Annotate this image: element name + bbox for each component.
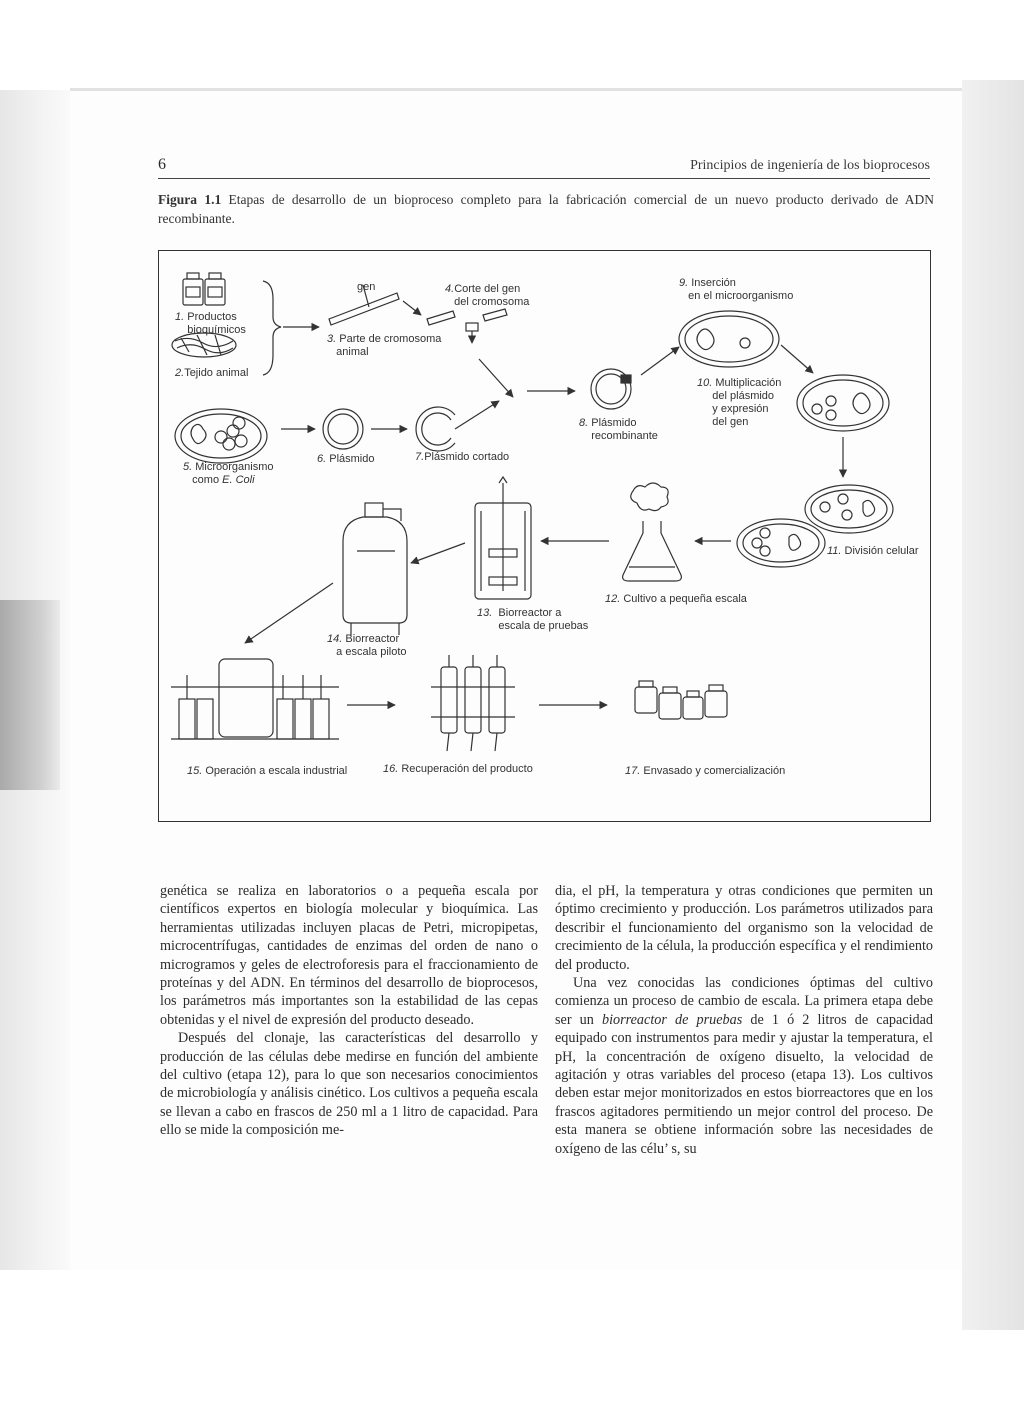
- plasmid-icon: [323, 409, 363, 449]
- body-column-left: [160, 882, 538, 1140]
- page-number: 6: [158, 156, 166, 173]
- scan-shadow-right: [962, 80, 1024, 1330]
- label-step-10: 10. Multiplicación del plásmido y expresión del gen: [697, 377, 782, 428]
- label-step-16: 16. Recuperación del producto: [383, 763, 533, 775]
- biochemical-bottles-icon: [183, 273, 225, 305]
- label-step-2: 2.Tejido animal: [175, 367, 249, 379]
- label-step-9: 9. Inserción en el microorganismo: [679, 277, 794, 302]
- label-step-4: 4.Corte del gen del cromosoma: [445, 283, 530, 308]
- test-bioreactor-icon: [475, 477, 531, 599]
- shake-flask-icon: [623, 483, 682, 581]
- industrial-plant-icon: [171, 659, 339, 739]
- label-step-5: 5. Microorganismo como E. Coli: [183, 461, 274, 486]
- microorganism-cell-icon: [175, 409, 267, 463]
- label-step-8: 8. Plásmido recombinante: [579, 417, 658, 442]
- label-step-14: 14. Biorreactor a escala piloto: [327, 633, 407, 658]
- figure-caption-text: Etapas de desarrollo de un bioproceso completo para la fabricación comercial de un nuevo producto derivado de ADN recombinante.: [158, 192, 935, 226]
- label-step-17: 17. Envasado y comercialización: [625, 765, 786, 777]
- paragraph: Después del clonaje, las características del desarrollo y producción de las células debe medirse en función del ambiente del cultivo (etapa 12), para lo que son necesarios conocimientos de microbiología y análisis cinético. Los cultivos a pequeña escala se llevan a cabo en frascos de 250 ml a 1 litro de capacidad. Para ello se mide la composición me-: [160, 1030, 538, 1139]
- paragraph: genética se realiza en laboratorios o a pequeña escala por científicos expertos en biología molecular y bioquímica. Las herramientas utilizadas incluyen placas de Petri, micropipetas, microcentrífugas, cantidades de enzimas del orden de nano o microgramos y geles de electroforesis para el fraccionamiento de proteínas y del ADN. En términos del desarrollo de bioprocesos, los parámetros más importantes son la estabilidad de las cepas obtenidas y el nivel de expresión del producto deseado.: [160, 883, 538, 1028]
- label-step-11: 11. División celular: [827, 545, 919, 557]
- label-gene: gen: [357, 281, 376, 293]
- cut-plasmid-icon: [416, 407, 455, 451]
- page-header: [158, 154, 930, 179]
- figure-diagram: [158, 250, 931, 822]
- multiplication-cell-icon: [797, 375, 889, 431]
- label-step-6: 6. Plásmido: [317, 453, 375, 465]
- label-step-7: 7.Plásmido cortado: [415, 451, 510, 463]
- figure-caption: [158, 190, 934, 228]
- recombinant-plasmid-icon: [591, 369, 631, 409]
- paragraph: dia, el pH, la temperatura y otras condiciones que permiten un óptimo crecimiento y producción. Los parámetros utilizados para describir el funcionamiento del organismo son la velocidad de crecimiento de la célula, la producción específica y el rendimiento del producto.: [555, 883, 933, 973]
- page-top-edge: [70, 88, 962, 91]
- running-title: Principios de ingeniería de los bioprocesos: [690, 158, 930, 173]
- label-step-1: 1. Productos bioquímicos: [175, 311, 246, 336]
- body-column-right: [555, 882, 933, 1158]
- label-step-3: 3. Parte de cromosoma animal: [327, 333, 442, 358]
- label-step-12: 12. Cultivo a pequeña escala: [605, 593, 747, 605]
- scan-shadow-dark: [0, 600, 60, 790]
- paragraph: Una vez conocidas las condiciones óptimas del cultivo comienza un proceso de cambio de escala. La primera etapa debe ser un biorreactor de pruebas de 1 ó 2 litros de capacidad equipado con instrumentos para medir y ajustar la temperatura, el pH, la concentración de oxígeno disuelto, la velocidad de agitación y otras variables del proceso (etapa 13). Los cultivos deben estar mejor monitorizados en estos biorreactores que en los frascos agitadores permitiendo un mejor control del proceso. De esta manera se obtiene información sobre las necesidades de oxígeno de las célu’ s, su: [555, 975, 934, 1157]
- packaging-bottles-icon: [635, 681, 727, 719]
- label-step-13: 13. Biorreactor a escala de pruebas: [477, 607, 589, 632]
- diagram-drawing: [159, 251, 932, 823]
- emphasis-text: biorreactor de pruebas: [601, 1011, 743, 1028]
- product-recovery-icon: [431, 655, 515, 751]
- label-step-15: 15. Operación a escala industrial: [187, 765, 348, 777]
- figure-label: Figura 1.1: [158, 192, 222, 207]
- pilot-bioreactor-icon: [343, 503, 407, 635]
- insertion-cell-icon: [679, 311, 779, 367]
